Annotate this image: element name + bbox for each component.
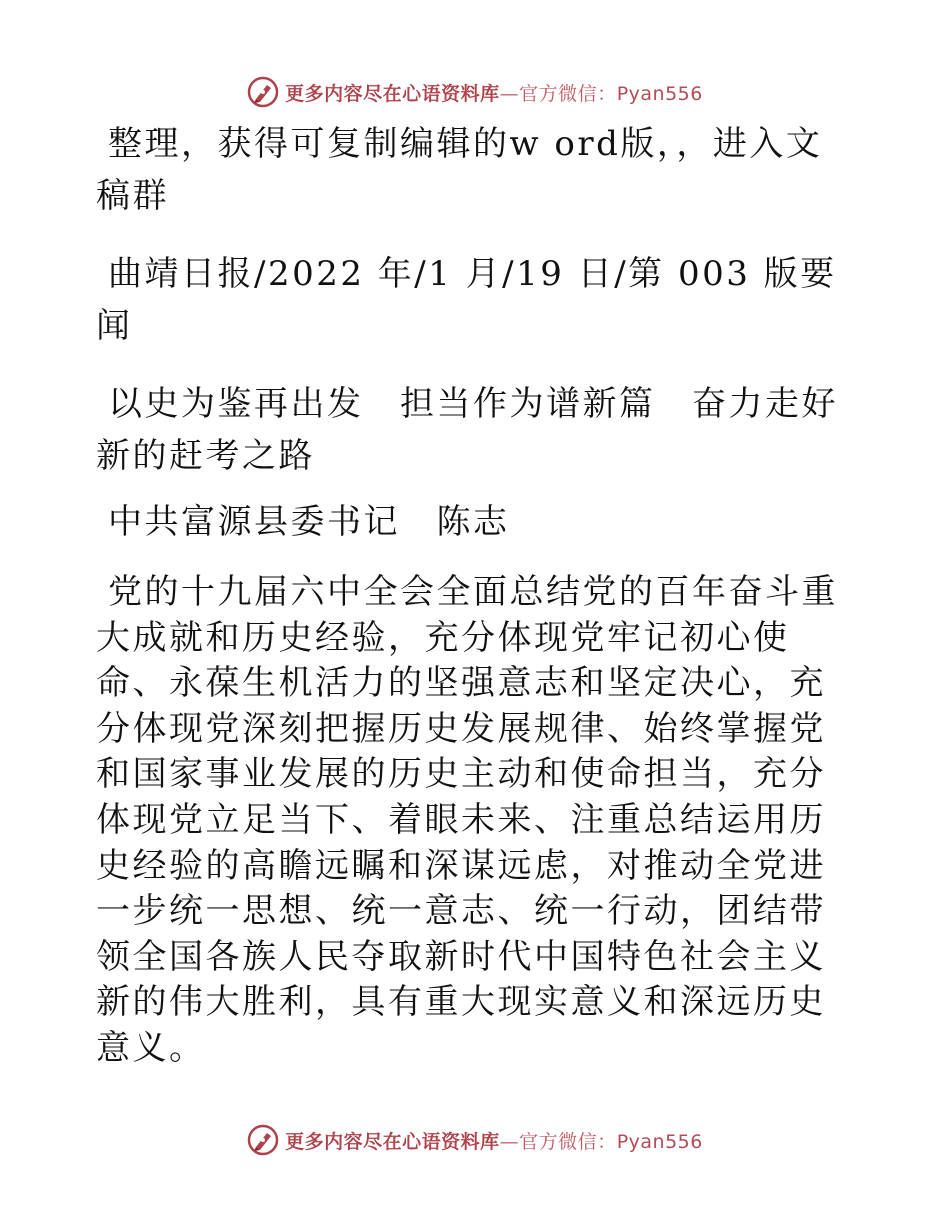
article-title: 以史为鉴再出发 担当作为谱新篇 奋力走好新的赶考之路: [96, 384, 838, 476]
banner-wechat-id: Pyan556: [616, 82, 703, 105]
header-banner: [0, 72, 950, 112]
author-line: 中共富源县委书记 陈志: [108, 502, 510, 542]
intro-paragraph: 整理，获得可复制编辑的w ord版，，进入文稿群: [96, 124, 823, 216]
body-paragraph: 党的十九届六中全会全面总结党的百年奋斗重大成就和历史经验，充分体现党牢记初心使命、永葆生机活力的坚强意志和坚定决心，充分体现党深刻把握历史发展规律、始终掌握党和国家事业发展的历史主动和使命担当，充分体现党立足当下、着眼未来、注重总结运用历史经验的高瞻远瞩和深谋远虑，对推动全党进一步统一思想、统一意志、统一行动，团结带领全国各族人民夺取新时代中国特色社会主义新的伟大胜利，具有重大现实意义和深远历史意义。: [96, 572, 838, 1068]
banner-text: [285, 79, 703, 106]
banner-main-text: 更多内容尽在心语资料库: [285, 82, 500, 105]
banner-wechat-id: Pyan556: [616, 1130, 703, 1153]
banner-text: [285, 1127, 703, 1154]
pen-logo-icon: [247, 1124, 279, 1156]
banner-dash: —: [499, 1130, 520, 1153]
pen-logo-icon: [247, 76, 279, 108]
banner-wechat-label: 官方微信：: [519, 1130, 617, 1153]
footer-banner: [0, 1120, 950, 1160]
banner-wechat-label: 官方微信：: [519, 82, 617, 105]
document-body: [96, 118, 856, 1072]
source-line: 曲靖日报/2022 年/1 月/19 日/第 003 版要闻: [96, 254, 837, 346]
banner-dash: —: [499, 82, 520, 105]
banner-main-text: 更多内容尽在心语资料库: [285, 1130, 500, 1153]
